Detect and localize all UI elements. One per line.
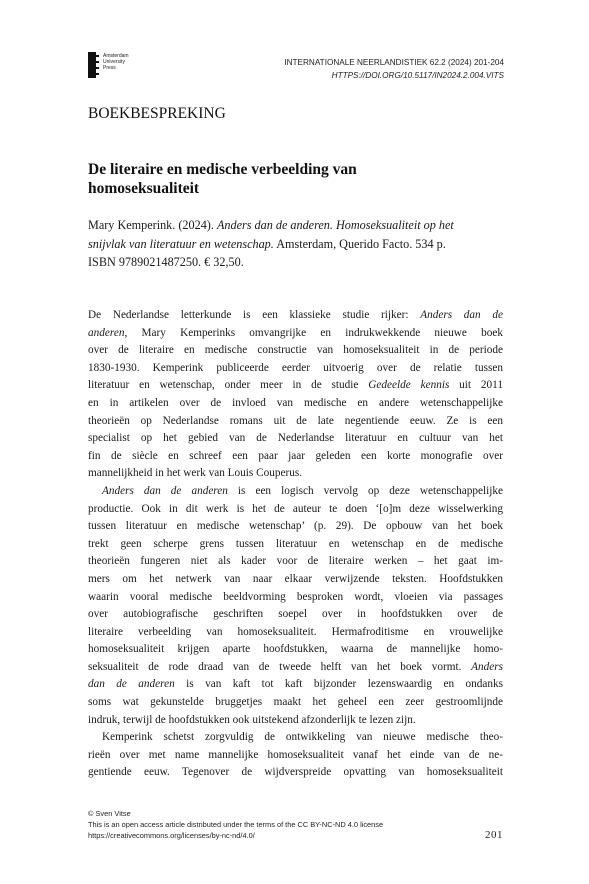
logo-text: Amsterdam University Press (103, 53, 129, 72)
license-statement: This is an open access article distributed under the terms of the CC BY-NC-ND 4.0 license (88, 820, 384, 830)
text-line: mannelijkheid in het werk van Louis Couperus. (88, 467, 303, 480)
page-number: 201 (485, 829, 503, 841)
text-line: theorieën op Nederlandse romans uit de late negentiende eeuw. Ze is een (88, 414, 503, 427)
license-link[interactable]: https://creativecommons.org/licenses/by-nc-nd/4.0/ (88, 831, 255, 841)
text-line: gentiende eeuw. Tegenover de wijdverspreide opvatting van homoseksualiteit (88, 766, 503, 779)
text-line: trekt geen scherpe grens tussen literatuur en wetenschap en de medische (88, 537, 503, 550)
copyright-notice: © Sven Vitse (88, 809, 131, 818)
text-line: seksualiteit de rode draad van de tweede helft van het boek vormt. Anders (88, 660, 503, 673)
book-reference: Mary Kemperink. (2024). Anders dan de anderen. Homoseksualiteit op het snijvlak van literatuur en wetenschap. Amsterdam, Querido Facto. 534 p. ISBN 9789021487250. € 32,50. (88, 218, 454, 269)
logo-mark (88, 52, 96, 78)
text-line: rieën over met name mannelijke homoseksualiteit vanaf het einde van de ne- (88, 748, 503, 761)
section-label: BOEKBESPREKING (88, 105, 226, 122)
text-line: over autobiografische geschriften soepel over in hoofdstukken over de (88, 608, 503, 621)
license-footer (88, 808, 383, 842)
doi-link[interactable]: HTTPS://DOI.ORG/10.5117/IN2024.2.004.VITS (331, 70, 504, 80)
text-line: literaire verbeelding van homoseksualiteit. Hermafroditisme en vrouwelijke (88, 625, 503, 638)
text-line: De Nederlandse letterkunde is een klassieke studie rijker: Anders dan de (88, 309, 503, 321)
text-line: indruk, terwijl de hoofdstukken ook uitstekend afzonderlijk te lezen zijn. (88, 713, 416, 726)
text-line: 1830-1930. Kemperink publiceerde eerder uitvoerig over de relatie tussen (88, 361, 503, 374)
text-line: literatuur en wetenschap, onder meer in de studie Gedeelde kennis uit 2011 (88, 379, 503, 392)
text-line: theorieën fungeren niet als kader voor de literaire werken – het gaat im- (88, 555, 503, 568)
text-line: mers om het netwerk van naar elkaar verwijzende teksten. Hoofdstukken (88, 572, 503, 585)
text-line: Anders dan de anderen is een logisch vervolg op deze wetenschappelijke (102, 484, 503, 497)
journal-header (284, 57, 504, 82)
text-line: productie. Ook in dit werk is het de auteur te doen ‘[o]m deze wisselwerking (88, 502, 503, 515)
journal-citation: INTERNATIONALE NEERLANDISTIEK 62.2 (2024) 201-204 (284, 58, 504, 67)
text-line: tussen literatuur en medische wetenschap’ (p. 29). De opbouw van het boek (88, 520, 503, 533)
text-line: dan de anderen is van kaft tot kaft bijzonder lezenswaardig en ondanks (88, 678, 503, 691)
text-line: specialist op het gebied van de Nederlandse literatuur en cultuur van het (88, 432, 503, 445)
text-line: Kemperink schetst zorgvuldig de ontwikkeling van nieuwe medische theo- (102, 731, 503, 744)
text-line: over de literaire en medische constructie van homoseksualiteit in de periode (88, 344, 503, 357)
article-title: De literaire en medische verbeelding van homoseksualiteit (88, 161, 357, 197)
text-line: soms wat gekunstelde bruggetjes maakt het geheel een zeer gestroomlijnde (88, 696, 503, 709)
text-line: waarin vooral medische beeldvorming besproken wordt, vloeien via passages (88, 590, 503, 603)
text-line: homoseksualiteit krijgen aparte hoofdstukken, waarna de mannelijke homo- (88, 643, 503, 656)
text-line: anderen, Mary Kemperinks omvangrijke en indrukwekkende nieuwe boek (88, 326, 503, 339)
text-line: en in artikelen over de invloed van medische en andere wetenschappelijke (88, 396, 503, 409)
text-line: fin de siècle en schreef een paar jaar geleden een korte monografie over (88, 449, 503, 462)
review-body (88, 307, 503, 782)
